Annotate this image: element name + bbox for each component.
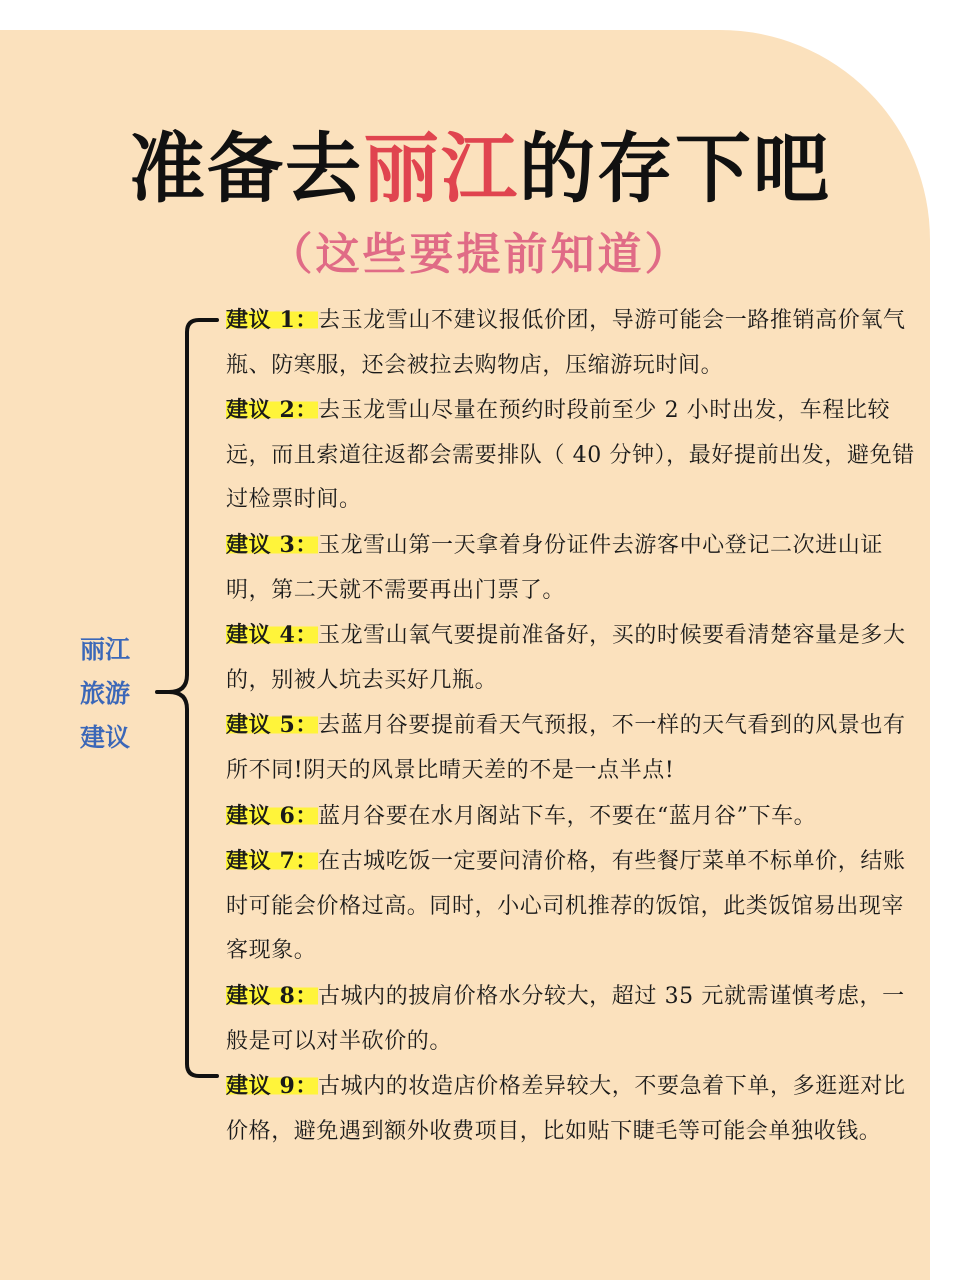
side-label-line: 旅游 xyxy=(80,679,131,708)
tip-item xyxy=(226,794,916,840)
tip-text: 在古城吃饭一定要问清价格，有些餐厅菜单不标单价，结账时可能会价格过高。同时，小心司机推荐的饭馆，此类饭馆易出现宰客现象。 xyxy=(226,849,906,964)
tip-text: 玉龙雪山氧气要提前准备好，买的时候要看清楚容量是多大的，别被人坑去买好几瓶。 xyxy=(226,623,906,693)
tip-text: 去玉龙雪山尽量在预约时段前至少 2 小时出发，车程比较远，而且索道往返都会需要排队（ 40 分钟），最好提前出发，避免错过检票时间。 xyxy=(226,398,915,513)
tip-text: 古城内的妆造店价格差异较大，不要急着下单，多逛逛对比价格，避免遇到额外收费项目，比如贴下睫毛等可能会单独收钱。 xyxy=(226,1074,906,1144)
side-label-line: 丽江 xyxy=(80,635,131,664)
tip-item xyxy=(226,1064,916,1154)
title-part-1: 准备去 xyxy=(129,124,363,213)
title-highlight-lijiang: 丽江 xyxy=(363,124,519,213)
tip-item xyxy=(226,613,916,703)
tip-item xyxy=(226,703,916,793)
tip-label: 建议 2： xyxy=(226,397,318,424)
tip-text: 古城内的披肩价格水分较大，超过 35 元就需谨慎考虑，一般是可以对半砍价的。 xyxy=(226,983,905,1054)
page-subtitle: （这些要提前知道） xyxy=(268,229,692,280)
page-title xyxy=(0,108,960,217)
tip-text: 蓝月谷要在水月阁站下车，不要在“蓝月谷”下车。 xyxy=(317,803,817,829)
tip-item xyxy=(226,523,916,613)
tip-label: 建议 6： xyxy=(226,802,318,829)
tip-item xyxy=(226,388,916,523)
tip-label: 建议 4： xyxy=(226,622,318,649)
title-part-2: 的存下吧 xyxy=(519,124,831,213)
tip-text: 玉龙雪山第一天拿着身份证件去游客中心登记二次进山证明，第二天就不需要再出门票了。 xyxy=(226,532,883,603)
bracket-connector xyxy=(155,318,225,1078)
tip-label: 建议 5： xyxy=(226,712,318,739)
tip-label: 建议 8： xyxy=(226,982,318,1009)
tip-label: 建议 1： xyxy=(226,307,318,333)
tip-text: 去蓝月谷要提前看天气预报，不一样的天气看到的风景也有所不同!阴天的风景比晴天差的不是一点半点! xyxy=(226,713,906,783)
side-label-line: 建议 xyxy=(80,723,131,752)
tip-label: 建议 3： xyxy=(226,531,318,558)
tip-label: 建议 9： xyxy=(226,1073,318,1100)
tips-list xyxy=(226,298,916,1154)
tip-text: 去玉龙雪山不建议报低价团，导游可能会一路推销高价氧气瓶、防寒服，还会被拉去购物店，压缩游玩时间。 xyxy=(226,308,906,378)
tip-item xyxy=(226,839,916,974)
tip-item xyxy=(226,298,916,388)
tip-label: 建议 7： xyxy=(226,848,318,875)
tip-item xyxy=(226,974,916,1064)
side-label xyxy=(80,628,150,760)
